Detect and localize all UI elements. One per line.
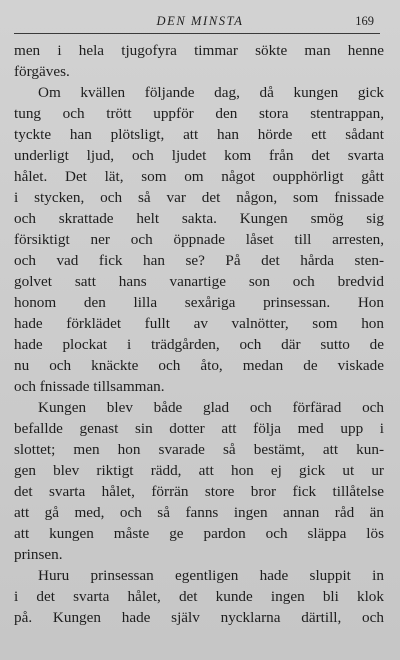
text-line: slottet; men hon svarade så bestämt, att kun- bbox=[14, 441, 384, 458]
text-line: men i hela tjugofyra timmar sökte man henne bbox=[14, 42, 384, 59]
text-line: på. Kungen hade själv nycklarna därtill, och bbox=[14, 609, 384, 626]
text-line: Om kvällen följande dag, då kungen gick bbox=[38, 84, 384, 101]
text-line: hålet. Det lät, som om något oupphörligt gått bbox=[14, 168, 384, 185]
text-line: befallde genast sin dotter att följa med upp i bbox=[14, 420, 384, 437]
text-line: och fnissade tillsamman. bbox=[14, 378, 165, 395]
text-line: golvet satt hans vanartige son och bredvid bbox=[14, 273, 384, 290]
text-line: i stycken, och så var det någon, som fnissade bbox=[14, 189, 384, 206]
text-line: honom den lilla sexåriga prinsessan. Hon bbox=[14, 294, 384, 311]
text-line: Kungen blev både glad och förfärad och bbox=[38, 399, 384, 416]
running-title: DEN MINSTA bbox=[156, 14, 244, 28]
text-line: hade förklädet fullt av valnötter, som hon bbox=[14, 315, 384, 332]
body-text bbox=[14, 40, 386, 628]
text-line: i det svarta hålet, det kunde ingen bli klok bbox=[14, 588, 384, 605]
running-header bbox=[14, 8, 386, 30]
page-number: 169 bbox=[355, 14, 374, 28]
text-line: förgäves. bbox=[14, 63, 70, 80]
text-line: det svarta hålet, förrän store bror fick tillåtelse bbox=[14, 483, 384, 500]
text-line: tyckte han plötsligt, att han hörde ett sådant bbox=[14, 126, 384, 143]
text-line: att kungen måste ge pardon och släppa lös bbox=[14, 525, 384, 542]
text-line: tung och trött uppför den stora stentrappan, bbox=[14, 105, 384, 122]
text-line: försiktigt ner och öppnade låset till arresten, bbox=[14, 231, 384, 248]
text-line: Huru prinsessan egentligen hade sluppit in bbox=[38, 567, 384, 584]
text-line: gen blev riktigt rädd, att hon ej gick ut ur bbox=[14, 462, 384, 479]
header-rule bbox=[14, 33, 380, 34]
text-line: och vad fick han se? På det hårda sten- bbox=[14, 252, 384, 269]
text-line: att gå med, och så fanns ingen annan råd än bbox=[14, 504, 384, 521]
text-line: prinsen. bbox=[14, 546, 63, 563]
text-line: och skrattade helt sakta. Kungen smög sig bbox=[14, 210, 384, 227]
text-line: underligt ljud, och ljudet kom från det svarta bbox=[14, 147, 384, 164]
text-line: nu och knäckte och åto, medan de viskade bbox=[14, 357, 384, 374]
text-line: hade plockat i trädgården, och där sutto de bbox=[14, 336, 384, 353]
